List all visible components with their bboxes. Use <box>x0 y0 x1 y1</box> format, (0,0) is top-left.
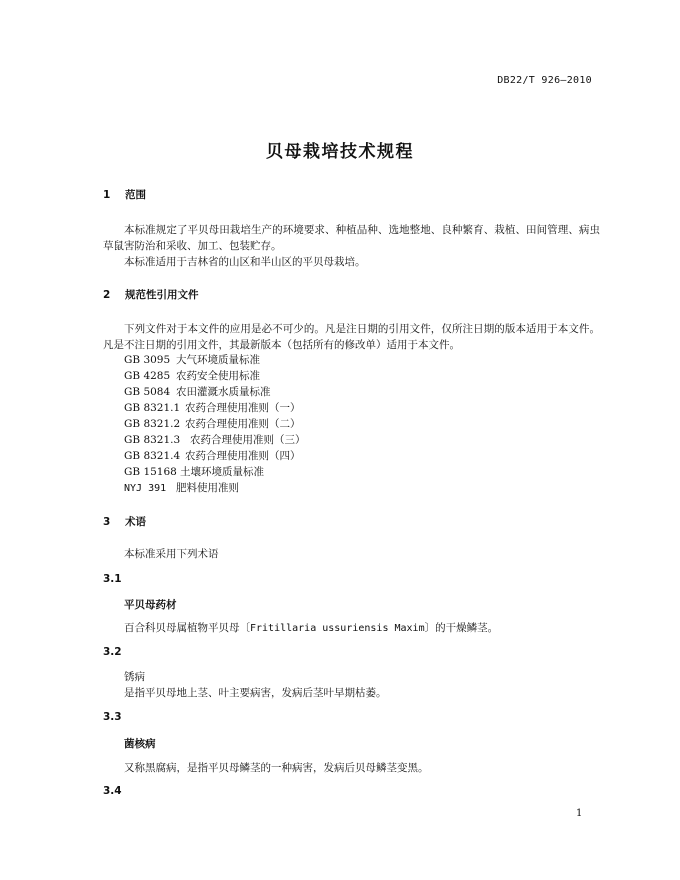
term-title: 菌核病 <box>124 738 156 750</box>
term-number: 3.1 <box>103 573 122 585</box>
reference-code: GB 4285 <box>124 370 171 382</box>
reference-item <box>124 400 301 416</box>
term-number: 3.3 <box>103 711 122 723</box>
reference-code: GB 3095 <box>124 354 171 366</box>
section-3-intro: 本标准采用下列术语 <box>124 548 219 560</box>
reference-item <box>124 432 306 448</box>
reference-code: NYJ 391 <box>124 483 167 494</box>
section-3-heading <box>103 514 146 529</box>
reference-item <box>124 384 271 400</box>
term-number: 3.2 <box>103 646 122 658</box>
reference-code: GB 5084 <box>124 386 171 398</box>
reference-code: GB 15168 <box>124 466 177 478</box>
section-1-paragraph-1: 本标准规定了平贝母田栽培生产的环境要求、种植品种、选地整地、良种繁育、栽植、田间管理、病虫草鼠害防治和采收、加工、包装贮存。 <box>103 224 600 252</box>
reference-name: 农药合理使用准则（一） <box>185 402 301 414</box>
reference-item <box>124 416 301 432</box>
section-2-heading <box>103 287 199 302</box>
reference-code: GB 8321.3 <box>124 434 181 446</box>
section-number: 1 <box>103 189 111 201</box>
section-title: 规范性引用文件 <box>125 289 199 301</box>
term-definition: 是指平贝母地上茎、叶主要病害，发病后茎叶早期枯萎。 <box>124 687 387 699</box>
section-number: 2 <box>103 289 111 301</box>
term-number: 3.4 <box>103 785 122 797</box>
reference-item <box>124 448 301 464</box>
reference-name: 农药合理使用准则（三） <box>190 434 306 446</box>
reference-item <box>124 480 239 497</box>
reference-code: GB 8321.4 <box>124 450 181 462</box>
section-title: 范围 <box>125 189 146 201</box>
page-number: 1 <box>576 808 583 819</box>
section-number: 3 <box>103 516 111 528</box>
reference-code: GB 8321.1 <box>124 402 181 414</box>
reference-name: 肥料使用准则 <box>176 482 239 494</box>
document-code: DB22/T 926—2010 <box>497 75 592 86</box>
section-title: 术语 <box>125 516 146 528</box>
term-title: 平贝母药材 <box>124 599 177 611</box>
section-1-paragraph-2: 本标准适用于吉林省的山区和半山区的平贝母栽培。 <box>124 256 366 268</box>
section-2-paragraph-1: 下列文件对于本文件的应用是必不可少的。凡是注日期的引用文件，仅所注日期的版本适用于本文件。凡是不注日期的引用文件，其最新版本（包括所有的修改单）适用于本文件。 <box>103 323 600 351</box>
reference-code: GB 8321.2 <box>124 418 181 430</box>
reference-name: 土壤环境质量标准 <box>180 466 264 478</box>
reference-name: 农药合理使用准则（四） <box>185 450 301 462</box>
document-title: 贝母栽培技术规程 <box>266 142 414 162</box>
reference-item <box>124 464 264 480</box>
reference-name: 大气环境质量标准 <box>176 354 260 366</box>
reference-name: 农田灌溉水质量标准 <box>176 386 271 398</box>
reference-name: 农药安全使用标准 <box>176 370 260 382</box>
reference-name: 农药合理使用准则（二） <box>185 418 301 430</box>
term-definition: 百合科贝母属植物平贝母〔Fritillaria ussuriensis Maxim〕的干燥鳞茎。 <box>124 622 499 634</box>
section-1-heading <box>103 187 146 202</box>
term-definition: 又称黑腐病，是指平贝母鳞茎的一种病害，发病后贝母鳞茎变黑。 <box>124 762 429 774</box>
term-title: 锈病 <box>124 671 145 683</box>
reference-item <box>124 352 260 368</box>
reference-item <box>124 368 260 384</box>
